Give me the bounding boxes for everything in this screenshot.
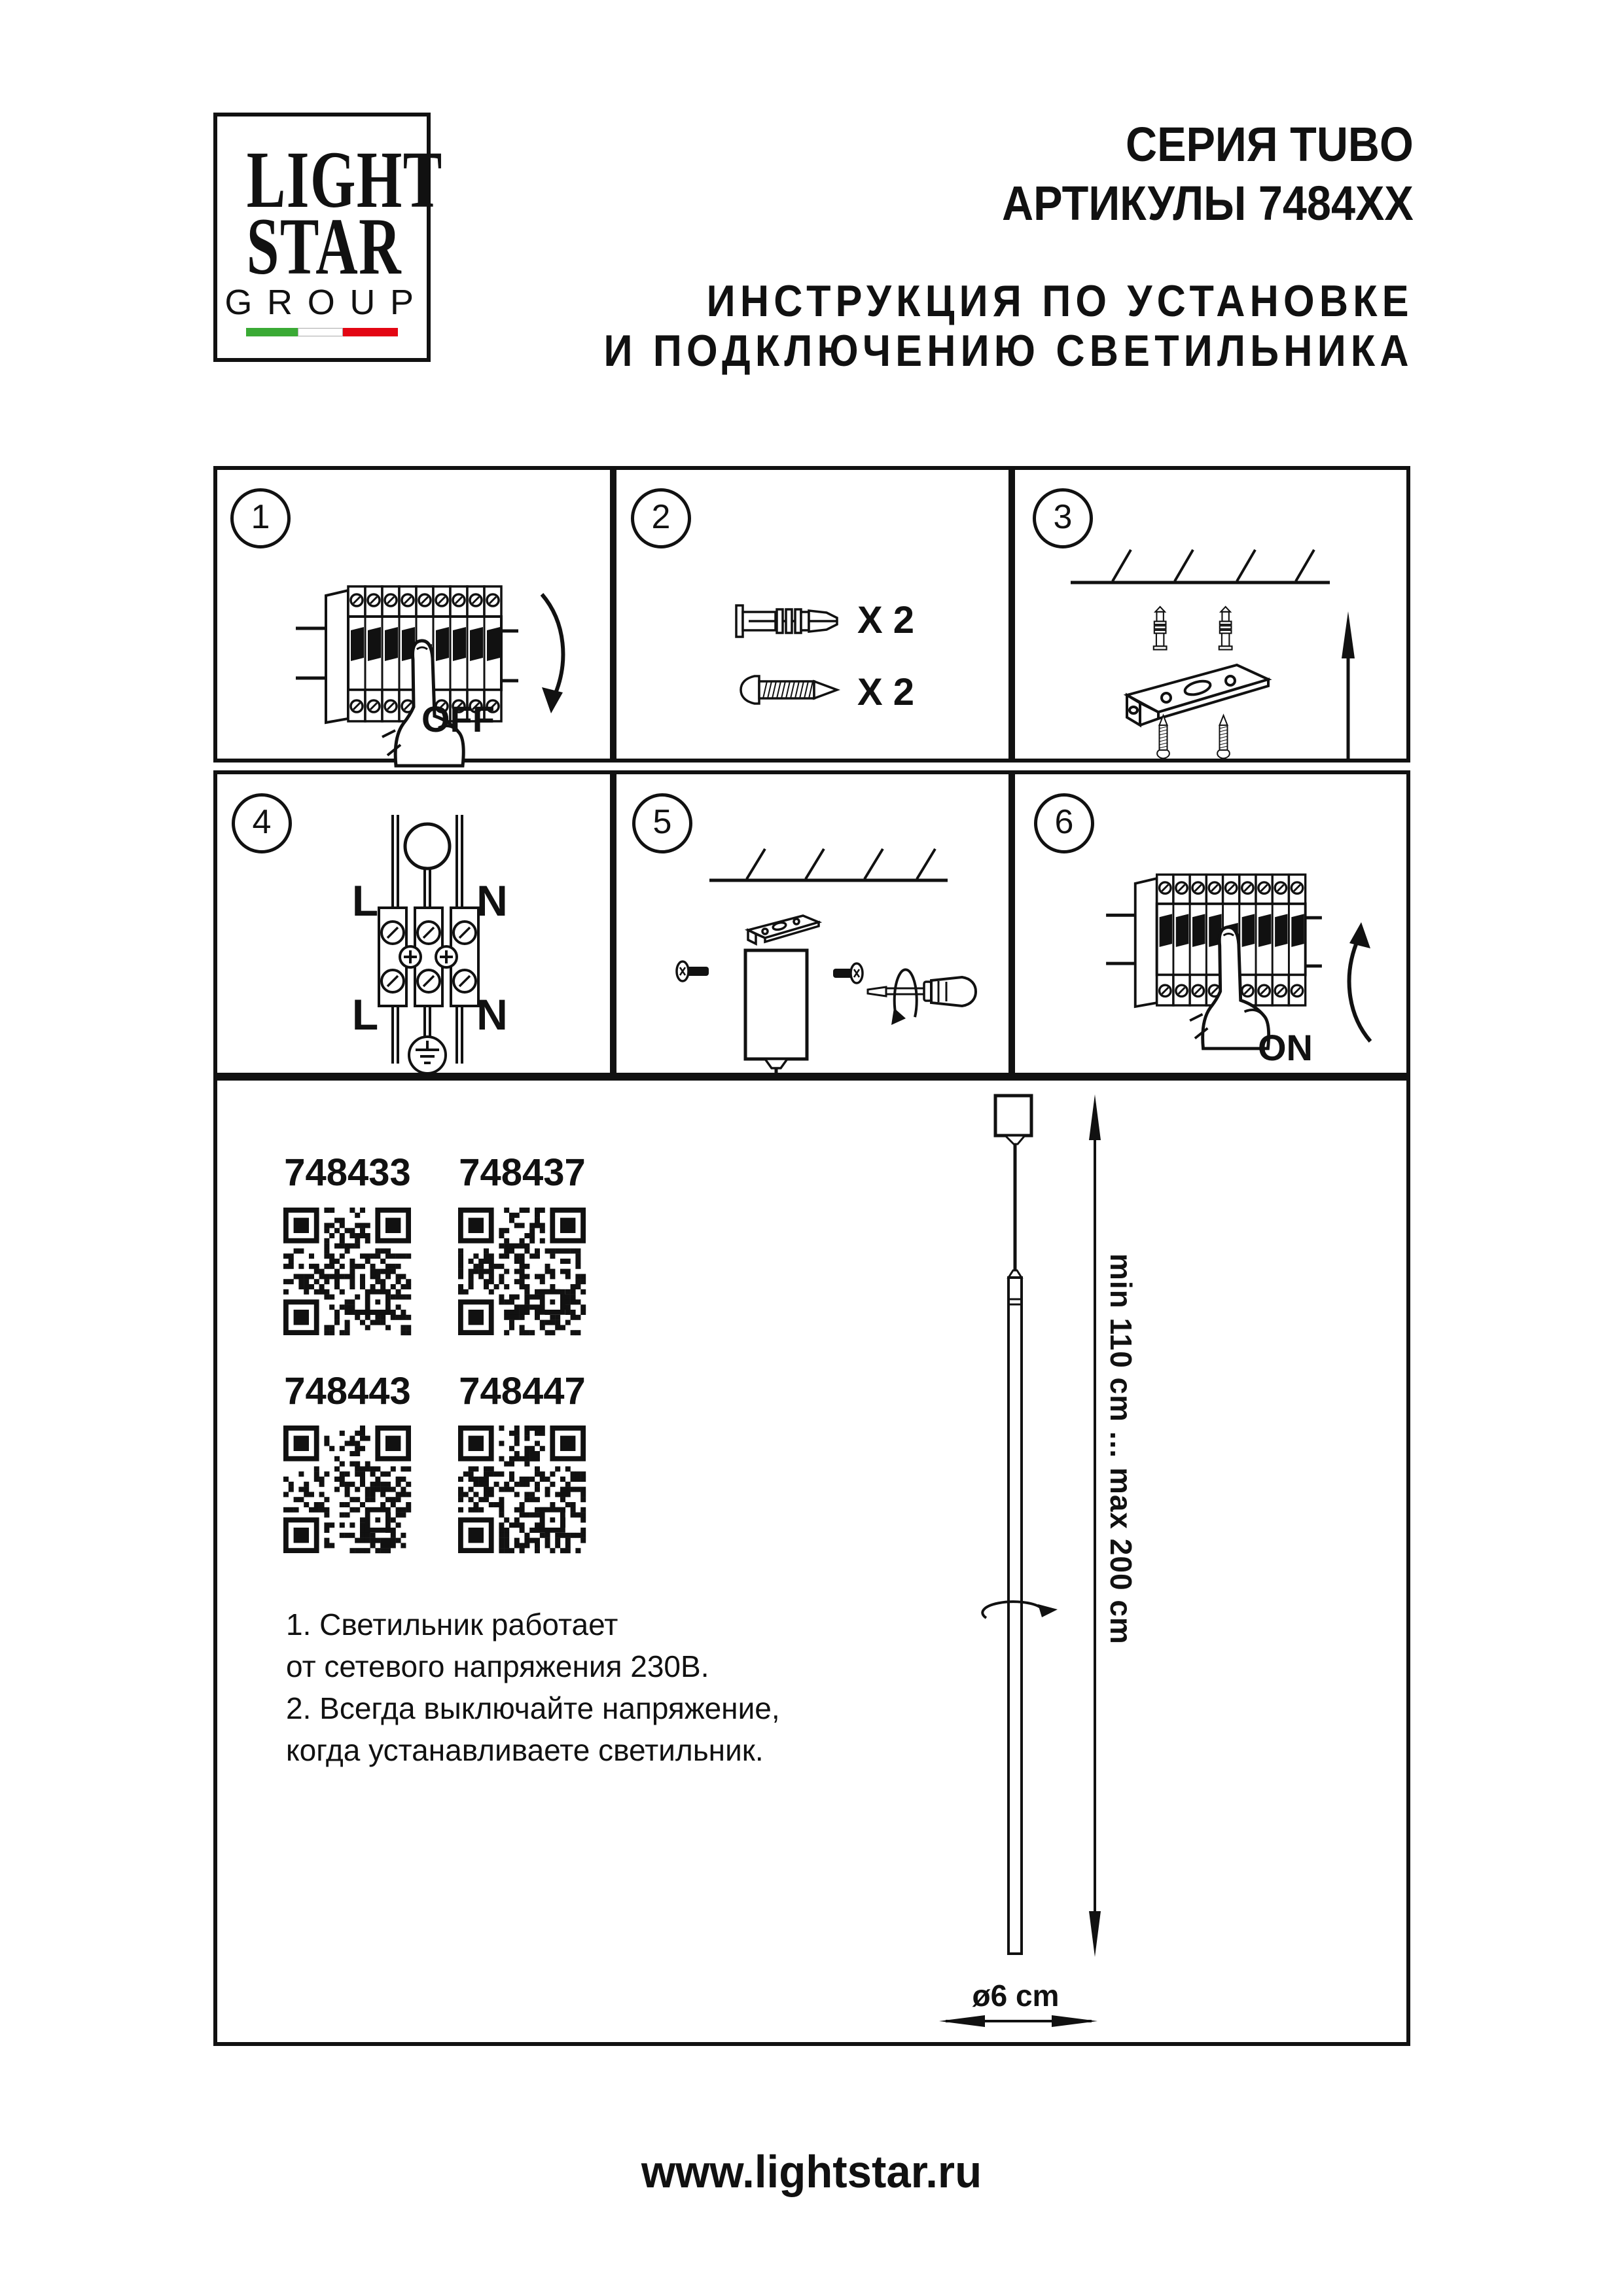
label-line-bottom: L: [351, 990, 379, 1039]
document-header: [514, 115, 1414, 376]
qr-code-748433: [283, 1208, 411, 1335]
product-code-748447: 748447: [459, 1370, 586, 1412]
anchor-quantity: X 2: [857, 599, 915, 641]
flag-white-segment: [298, 328, 344, 336]
lamp-wire-terminal: [405, 824, 450, 869]
wall-anchor-icon: [734, 600, 847, 643]
note-line-4: когда устанавливаете светильник.: [286, 1733, 764, 1767]
side-screw-right: [833, 963, 863, 983]
pendant-lamp-drawing: [916, 1086, 1191, 2042]
lamp-tube: [1008, 1278, 1022, 1954]
circuit-breaker-on-illustration: [1106, 838, 1322, 1049]
off-label: OFF: [421, 698, 495, 740]
terminal-block-diagram: [342, 812, 512, 1086]
height-range-label: min 110 cm ... max 200 cm: [1104, 1253, 1138, 1645]
screwdriver-icon: [868, 969, 976, 1025]
lightstar-logo: [213, 113, 443, 362]
arrow-up-icon: [1334, 920, 1381, 1045]
diameter-label: ø6 cm: [972, 1979, 1060, 2013]
step-4-number: 4: [232, 793, 292, 853]
arrow-down-icon: [531, 590, 579, 716]
instruction-title-line1: ИНСТРУКЦИЯ ПО УСТАНОВКЕ: [706, 276, 1414, 326]
label-neutral-bottom: N: [476, 990, 508, 1039]
series-title: СЕРИЯ TUBO: [1126, 117, 1414, 171]
website-url: www.lightstar.ru: [641, 2146, 982, 2197]
bracket-mounting-illustration: [1013, 467, 1410, 761]
instruction-title-line2: И ПОДКЛЮЧЕНИЮ СВЕТИЛЬНИКА: [603, 326, 1414, 376]
qr-code-748437: [458, 1208, 586, 1335]
canopy-box: [745, 950, 807, 1059]
step-3-number: 3: [1033, 488, 1093, 548]
mounting-bracket-small: [748, 916, 819, 944]
lamp-canopy: [995, 1096, 1031, 1136]
qr-code-748443: [283, 1426, 411, 1553]
logo-word-light: LIGHT: [246, 135, 443, 224]
note-line-1: 1. Светильник работает: [286, 1607, 618, 1641]
note-line-2: от сетевого напряжения 230В.: [286, 1649, 709, 1683]
qr-code-748447: [458, 1426, 586, 1553]
side-screw-left: [677, 961, 709, 981]
mounting-bracket: [1127, 665, 1268, 725]
label-line-top: L: [351, 876, 379, 925]
flag-red-segment: [343, 328, 398, 336]
step-1-number: 1: [230, 488, 291, 548]
logo-word-group: GROUP: [224, 283, 429, 323]
screw-quantity: X 2: [857, 671, 915, 713]
articles-title: АРТИКУЛЫ 7484XX: [1002, 176, 1414, 230]
product-code-748443: 748443: [284, 1370, 411, 1412]
step-6-number: 6: [1034, 793, 1094, 853]
product-code-748437: 748437: [459, 1151, 586, 1194]
on-label: ON: [1258, 1027, 1313, 1068]
label-neutral-top: N: [476, 876, 508, 925]
arrow-up-icon: [1342, 611, 1355, 658]
note-line-3: 2. Всегда выключайте напряжение,: [286, 1691, 780, 1725]
screw-icon: [738, 674, 844, 706]
step-2-number: 2: [631, 488, 691, 548]
product-code-748433: 748433: [284, 1151, 411, 1194]
canopy-mounting-illustration: [613, 772, 1011, 1075]
step-5-number: 5: [632, 793, 692, 853]
italian-flag-bar: [246, 328, 398, 336]
logo-word-star: STAR: [246, 201, 402, 291]
flag-green-segment: [246, 328, 298, 336]
